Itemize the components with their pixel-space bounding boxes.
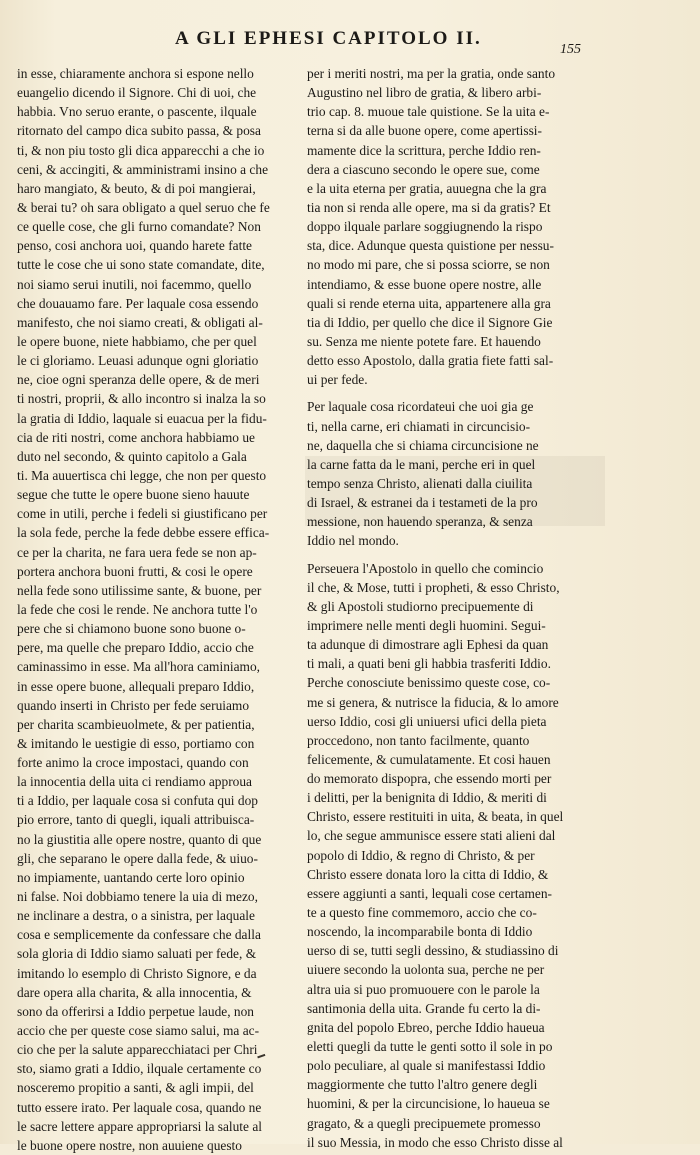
text-line: ce quelle cose, che gli furno comandate? Non [17,219,261,235]
text-line: le buone opere nostre, non auuiene questo [17,1137,242,1153]
text-line: trio cap. 8. muoue tale quistione. Se la uita e- [307,104,550,120]
text-line: Perche conosciute benissimo queste cose, co- [307,675,551,691]
text-line: sono da offerirsi a Iddio perpetue laude, non [17,1003,254,1019]
text-line: Per laquale cosa ricordateui che uoi gia ge [307,399,534,415]
text-line: sta, dice. Adunque questa quistione per nessu- [307,238,554,254]
text-line: il suo Messia, in modo che esso Christo disse al [307,1134,563,1150]
text-line: ne inclinare a destra, o a sinistra, per laquale [17,908,255,924]
running-title: A GLI EPHESI CAPITOLO II. [175,28,482,49]
text-line: gnita del popolo Ebreo, perche Iddio haueua [307,1019,545,1035]
text-line: noi siamo serui inutili, noi facemmo, quello [17,276,252,292]
text-line: lo, che segue ammunisce essere stati alieni dal [307,828,556,844]
text-line: in esse, chiaramente anchora si espone nello [17,66,254,81]
text-line: huomini, & per la circuncisione, lo haueua se [307,1096,550,1112]
text-line: polo peculiare, al quale si manifestassi Iddio [307,1058,546,1074]
text-line: felicemente, & cumulatamente. Et cosi hauen [307,751,551,767]
text-line: dare opera alla charita, & alla innocentia, & [17,984,252,1000]
text-line: quali si rende eterna uita, appartenere alla gra [307,295,551,311]
text-line: la innocentia della uita ci rendiamo approua [17,774,252,790]
text-line: Iddio nel mondo. [307,533,399,549]
text-line: il che, & Mose, tutti i propheti, & esso Christo, [307,579,560,595]
text-line: & imitando le uestigie di esso, portiamo con [17,735,255,751]
text-line: la carne fatta da le mani, perche eri in quel [307,456,536,472]
text-line: do memorato dispopra, che essendo morti per [307,771,552,787]
running-head [0,28,700,60]
text-line: le ci gloriamo. Leuasi adunque ogni gloriatio [17,353,259,369]
text-line: pere, ma quelle che preparo Iddio, accio che [17,640,254,656]
text-line: cio che per la salute apparecchiataci per Chri [17,1042,258,1058]
text-line: la fede che cosi le rende. Ne anchora tutte l'o [17,601,258,617]
text-line: santimonia della uita. Grande fu certo la di- [307,1000,541,1016]
text-line: imitando lo esemplo di Christo Signore, e da [17,965,257,981]
text-line: ti, nella carne, eri chiamati in circuncisio- [307,418,531,434]
text-line: no impiamente, uantando certe loro opinio [17,869,245,885]
text-line: uerso Iddio, cosi gli uniuersi ufici della pieta [307,713,547,729]
text-line: caminassimo in esse. Ma all'hora caminiamo, [17,659,261,675]
right-column [307,64,603,1152]
text-line: di Israel, & estranei da i testameti de la pro [307,495,538,511]
text-line: intendiamo, & esse buone opere nostre, alle [307,276,542,292]
text-line: maggiormente che tutto l'altro genere degli [307,1077,538,1093]
text-line: nosceremo propitio a santi, & agli impii, del [17,1080,254,1096]
text-line: messione, non hauendo speranza, & senza [307,514,533,530]
text-line: gli, che separano le opere dalla fede, & uiuo- [17,850,258,866]
text-line: Christo essere donata loro la citta di Iddio, & [307,866,549,882]
text-line: sola gloria di Iddio siamo saluati per fede, & [17,946,257,962]
text-line: gragato, & a quegli precipuemete promesso [307,1115,541,1131]
text-line: tia di Iddio, per quello che dice il Signore Gie [307,314,553,330]
text-line: quando inserti in Christo per fede seruiamo [17,697,250,713]
text-line: dera a ciascuno secondo le opere sue, come [307,161,540,177]
text-line: accio che per queste cose siamo salui, ma ac- [17,1023,260,1039]
text-line: euangelio dicendo il Signore. Chi di uoi, che [17,85,257,101]
text-line: che douauamo fare. Per laquale cosa essendo [17,295,259,311]
text-line: tempo senza Christo, alienati dalla ciuilita [307,475,533,491]
left-column [17,64,313,1155]
text-line: la sola fede, perche la fede debbe essere effica- [17,525,270,541]
text-line: ti, & non piu tosto gli dica apparecchi a che io [17,142,265,158]
text-line: altra uia si puo promuouere con le parole la [307,981,540,997]
text-line: Perseuera l'Apostolo in quello che comincio [307,560,544,576]
text-line: Christo, essere restituiti in uita, & beata, in quel [307,809,564,825]
text-line: per charita scambieuolmete, & per patientia, [17,716,255,732]
text-line: proccedono, non tanto facilmente, quanto [307,732,530,748]
text-line: uerso di se, tutti segli dessino, & studiassino di [307,943,559,959]
text-line: su. Senza me niente potete fare. Et hauendo [307,333,541,349]
text-line: ne, cioe ogni speranza delle opere, & de meri [17,372,260,388]
text-line: forte animo la croce impostaci, quando con [17,755,249,771]
text-line: doppo ilquale parlare soggiugnendo la rispo [307,219,543,235]
text-line: detto esso Apostolo, dalla gratia fiete fatti sal- [307,353,554,369]
text-line: ritornato del campo dica subito passa, & posa [17,123,261,139]
text-line: uiuere secondo la uolonta sua, perche ne per [307,962,545,978]
page-number: 155 [560,42,581,57]
text-line: tutto essere irato. Per laquale cosa, quando ne [17,1099,262,1115]
text-line: le sacre lettere appare appropriarsi la salute al [17,1118,262,1134]
text-line: ui per fede. [307,372,368,388]
text-line: me si genera, & nutrisce la fiducia, & lo amore [307,694,559,710]
text-line: penso, cosi anchora uoi, quando harete fatte [17,238,252,254]
text-line: cosa e semplicemente da confessare che dalla [17,927,261,943]
text-line: ce per la charita, ne fara uera fede se non ap- [17,544,257,560]
text-line: per i meriti nostri, ma per la gratia, onde santo [307,66,556,81]
text-line: portera anchora buoni frutti, & cosi le opere [17,563,253,579]
text-line: la gratia di Iddio, laquale si euacua per la fidu- [17,410,267,426]
text-line: ti mali, a quati beni gli habbia trasferiti Iddio. [307,656,551,672]
text-line: cia de riti nostri, come anchora habbiamo ue [17,429,255,445]
text-line: e la uita eterna per gratia, auuegna che la gra [307,180,547,196]
text-line: essere aggiunti a santi, lequali cose certamen- [307,885,553,901]
text-line: imprimere nelle menti degli huomini. Segui- [307,617,546,633]
text-line: sto, siamo grati a Iddio, ilquale certamente co [17,1061,262,1077]
text-line: habbia. Vno seruo erante, o pascente, ilquale [17,104,257,120]
text-line: segue che tutte le opere buone sieno hauute [17,487,250,503]
text-line: no la giustitia alle opere nostre, quanto di que [17,831,262,847]
text-line: te a questo fine commemoro, accio che co- [307,905,537,921]
text-line: noscendo, la incomparabile bonta di Iddio [307,924,533,940]
text-line: ti a Iddio, per laquale cosa si confuta qui dop [17,793,258,809]
text-line: ni false. Noi dobbiamo tenere la uia di mezo, [17,889,258,905]
text-line: i delitti, per la benignita di Iddio, & meriti di [307,790,547,806]
text-line: ne, daquella che si chiama circuncisione ne [307,437,539,453]
text-line: tutte le cose che ui sono state comandate, dite, [17,257,265,273]
text-line: manifesto, che noi siamo creati, & obligati al- [17,314,263,330]
paragraph [307,397,603,550]
text-line: & berai tu? oh sara obligato a quel seruo che fe [17,199,270,215]
text-line: nella fede sono utilissime sante, & buone, per [17,582,262,598]
text-line: pere che si chiamono buone sono buone o- [17,621,246,637]
text-line: pio errore, tanto di quegli, iquali attribuisca- [17,812,255,828]
text-line: mamente dice la scrittura, perche Iddio ren- [307,142,541,158]
text-line: tia non si renda alle opere, ma si da gratis? Et [307,199,551,215]
text-line: Augustino nel libro de gratia, & libero arbi- [307,85,542,101]
text-line: terna si da alle buone opere, come apertissi- [307,123,542,139]
text-line: in esse opere buone, allequali preparo Iddio, [17,678,255,694]
text-line: ta adunque di dimostrare agli Ephesi da quan [307,637,549,653]
text-line: haro mangiato, & beuto, & di poi mangierai, [17,180,256,196]
text-line: & gli Apostoli studiorno precipuemente di [307,598,534,614]
text-line: le opere buone, niete habbiamo, che per quel [17,333,257,349]
text-line: ceni, & accingiti, & amministrami insino a che [17,161,269,177]
text-line: popolo di Iddio, & regno di Christo, & per [307,847,535,863]
text-line: duto nel secondo, & quinto capitolo a Gala [17,448,247,464]
paragraph [17,64,313,1155]
text-line: no modo mi pare, che si possa sciorre, se non [307,257,550,273]
text-line: come in utili, perche i fedeli si giustificano per [17,506,268,522]
text-line: ti. Ma auuertisca chi legge, che non per questo [17,467,267,483]
text-line: ti nostri, proprii, & allo incontro si inalza la so [17,391,266,407]
text-line: eletti quegli da tutte le genti sotto il sole in po [307,1039,553,1055]
paragraph [307,559,603,1152]
paragraph [307,64,603,389]
